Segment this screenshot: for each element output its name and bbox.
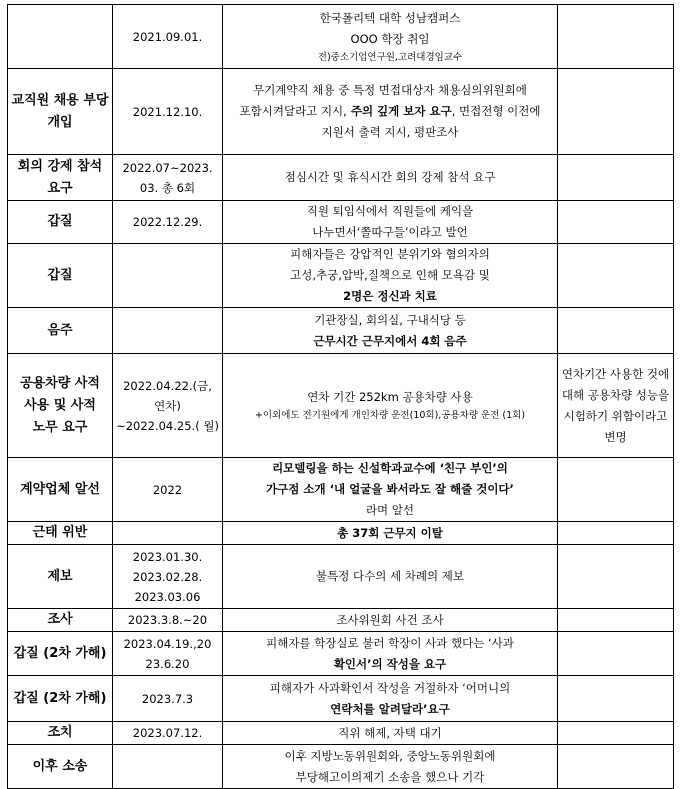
category-cell: 조사 bbox=[8, 609, 113, 632]
note-cell bbox=[558, 609, 674, 632]
note-cell bbox=[558, 155, 674, 201]
content-line: 가구점 소개 ‘내 얼굴을 봐서라도 잘 해줄 것이다’ bbox=[266, 482, 514, 496]
note-cell bbox=[558, 201, 674, 244]
table-row bbox=[8, 308, 674, 354]
date-cell: 2022.04.22.(금, 연차) ~2022.04.25.( 월) bbox=[113, 354, 223, 458]
timeline-table bbox=[7, 4, 674, 789]
note-cell bbox=[558, 522, 674, 545]
date-cell: 2022.07~2023. 03. 총 6회 bbox=[113, 155, 223, 201]
content-line: 이후 지방노동위원회와, 중앙노동위원회에 bbox=[284, 748, 496, 763]
content-bold-line: 확인서’의 작성을 요구 bbox=[333, 656, 447, 671]
note-cell: 연차기간 사용한 것에 대해 공용차량 성능을 시험하기 위함이라고 변명 bbox=[558, 354, 674, 458]
content-cell bbox=[223, 545, 558, 609]
date-cell bbox=[113, 745, 223, 789]
content-cell bbox=[223, 201, 558, 244]
table-row bbox=[8, 522, 674, 545]
content-cell bbox=[223, 244, 558, 308]
category-cell: 교직원 채용 부당 개입 bbox=[8, 69, 113, 155]
table-row bbox=[8, 69, 674, 155]
table-row bbox=[8, 201, 674, 244]
table-row bbox=[8, 458, 674, 522]
date-cell: 2023.04.19.,20 23.6.20 bbox=[113, 632, 223, 676]
content-text: 무기계약직 채용 중 특정 면접대상자 채용심의위원회에 포함시켜달라고 지시, bbox=[239, 83, 527, 118]
note-cell bbox=[558, 69, 674, 155]
table-row bbox=[8, 676, 674, 722]
content-cell bbox=[223, 745, 558, 789]
content-cell bbox=[223, 5, 558, 69]
note-cell bbox=[558, 244, 674, 308]
content-cell bbox=[223, 308, 558, 354]
content-line: 직원 퇴임식에서 직원들에 케익을 bbox=[306, 204, 474, 218]
date-cell: 2021.09.01. bbox=[113, 5, 223, 69]
content-cell bbox=[223, 632, 558, 676]
content-line: 기관장실, 회의실, 구내식당 등 bbox=[314, 312, 466, 327]
content-line: 나누면서‘쫄따구들’이라고 발언 bbox=[312, 225, 468, 239]
date-cell: 2021.12.10. bbox=[113, 69, 223, 155]
category-cell: 제보 bbox=[8, 545, 113, 609]
content-cell bbox=[223, 69, 558, 155]
category-cell: 근태 위반 bbox=[8, 522, 113, 545]
content-bold-line: 연락처를 알려달라’요구 bbox=[330, 701, 450, 716]
content-cell bbox=[223, 155, 558, 201]
content-line: 조사위원회 사건 조사 bbox=[336, 612, 444, 627]
note-cell bbox=[558, 545, 674, 609]
table-row bbox=[8, 354, 674, 458]
table-row bbox=[8, 155, 674, 201]
category-cell: 회의 강제 참석 요구 bbox=[8, 155, 113, 201]
table-row bbox=[8, 722, 674, 745]
table-row bbox=[8, 609, 674, 632]
note-cell bbox=[558, 5, 674, 69]
content-cell bbox=[223, 354, 558, 458]
content-bold-text: 주의 깊게 보자 요구 bbox=[346, 104, 452, 118]
content-line: 한국폴리텍 대학 성남캠퍼스 bbox=[319, 10, 461, 25]
content-line: OOO 학장 취임 bbox=[350, 31, 430, 46]
category-cell: 갑질 bbox=[8, 244, 113, 308]
note-cell bbox=[558, 308, 674, 354]
content-cell bbox=[223, 458, 558, 522]
content-line: 직위 해제, 자택 대기 bbox=[338, 725, 442, 740]
category-cell: 공용차량 사적 사용 및 사적 노무 요구 bbox=[8, 354, 113, 458]
date-cell bbox=[113, 244, 223, 308]
date-cell: 2023.07.12. bbox=[113, 722, 223, 745]
content-line: 피해자를 학장실로 불러 학장이 사과 했다는 ‘사과 bbox=[266, 635, 514, 650]
content-line: 점심시간 및 휴식시간 회의 강제 참석 요구 bbox=[284, 170, 496, 184]
note-cell bbox=[558, 722, 674, 745]
content-cell bbox=[223, 676, 558, 722]
content-line: 피해자가 사과확인서 작성을 거절하자 ‘어머니의 bbox=[269, 680, 511, 695]
table-row bbox=[8, 632, 674, 676]
note-cell bbox=[558, 745, 674, 789]
table-row bbox=[8, 545, 674, 609]
category-cell: 음주 bbox=[8, 308, 113, 354]
content-cell bbox=[223, 722, 558, 745]
date-cell: 2023.7.3 bbox=[113, 676, 223, 722]
content-cell: 총 37회 근무지 이탈 bbox=[223, 522, 558, 545]
category-cell: 계약업체 알선 bbox=[8, 458, 113, 522]
content-bold-line: 근무시간 근무지에서 4회 음주 bbox=[313, 333, 467, 348]
date-cell bbox=[113, 308, 223, 354]
date-cell: 2022.12.29. bbox=[113, 201, 223, 244]
content-text: , 면접전형 이전에 지원서 출력 지시, 평판조사 bbox=[321, 104, 541, 139]
content-line: 연차 기간 252km 공용차량 사용 bbox=[307, 390, 473, 404]
content-line: 피해자들은 강압적인 분위기와 혐의자의 bbox=[290, 247, 490, 261]
content-line: 리모델링을 하는 신설학과교수에 ‘친구 부인’의 bbox=[272, 461, 508, 475]
category-cell: 갑질 bbox=[8, 201, 113, 244]
content-line: 라며 알선 bbox=[365, 503, 415, 517]
content-small-line: +이외에도 전기원에게 개인차량 운전(10회),공용차량 운전 (1회) bbox=[254, 410, 526, 421]
category-cell: 갑질 (2차 가해) bbox=[8, 676, 113, 722]
category-cell: 갑질 (2차 가해) bbox=[8, 632, 113, 676]
date-cell: 2023.01.30. 2023.02.28. 2023.03.06 bbox=[113, 545, 223, 609]
table-row bbox=[8, 5, 674, 69]
category-cell: 조치 bbox=[8, 722, 113, 745]
content-line: 불특정 다수의 세 차례의 제보 bbox=[316, 569, 464, 583]
date-cell: 2023.3.8.~20 bbox=[113, 609, 223, 632]
table-row bbox=[8, 745, 674, 789]
content-cell bbox=[223, 609, 558, 632]
content-bold-line: 2명은 정신과 치료 bbox=[343, 289, 437, 303]
note-cell bbox=[558, 458, 674, 522]
table-row bbox=[8, 244, 674, 308]
content-line: 부당해고이의제기 소송을 했으나 기각 bbox=[295, 769, 485, 784]
note-cell bbox=[558, 676, 674, 722]
date-cell bbox=[113, 522, 223, 545]
category-cell: 이후 소송 bbox=[8, 745, 113, 789]
note-cell bbox=[558, 632, 674, 676]
category-cell bbox=[8, 5, 113, 69]
content-line: 전)중소기업연구원,고려대경임교수 bbox=[317, 51, 463, 63]
content-line: 고성,추궁,압박,질책으로 인해 모욕감 및 bbox=[290, 268, 490, 282]
date-cell: 2022 bbox=[113, 458, 223, 522]
